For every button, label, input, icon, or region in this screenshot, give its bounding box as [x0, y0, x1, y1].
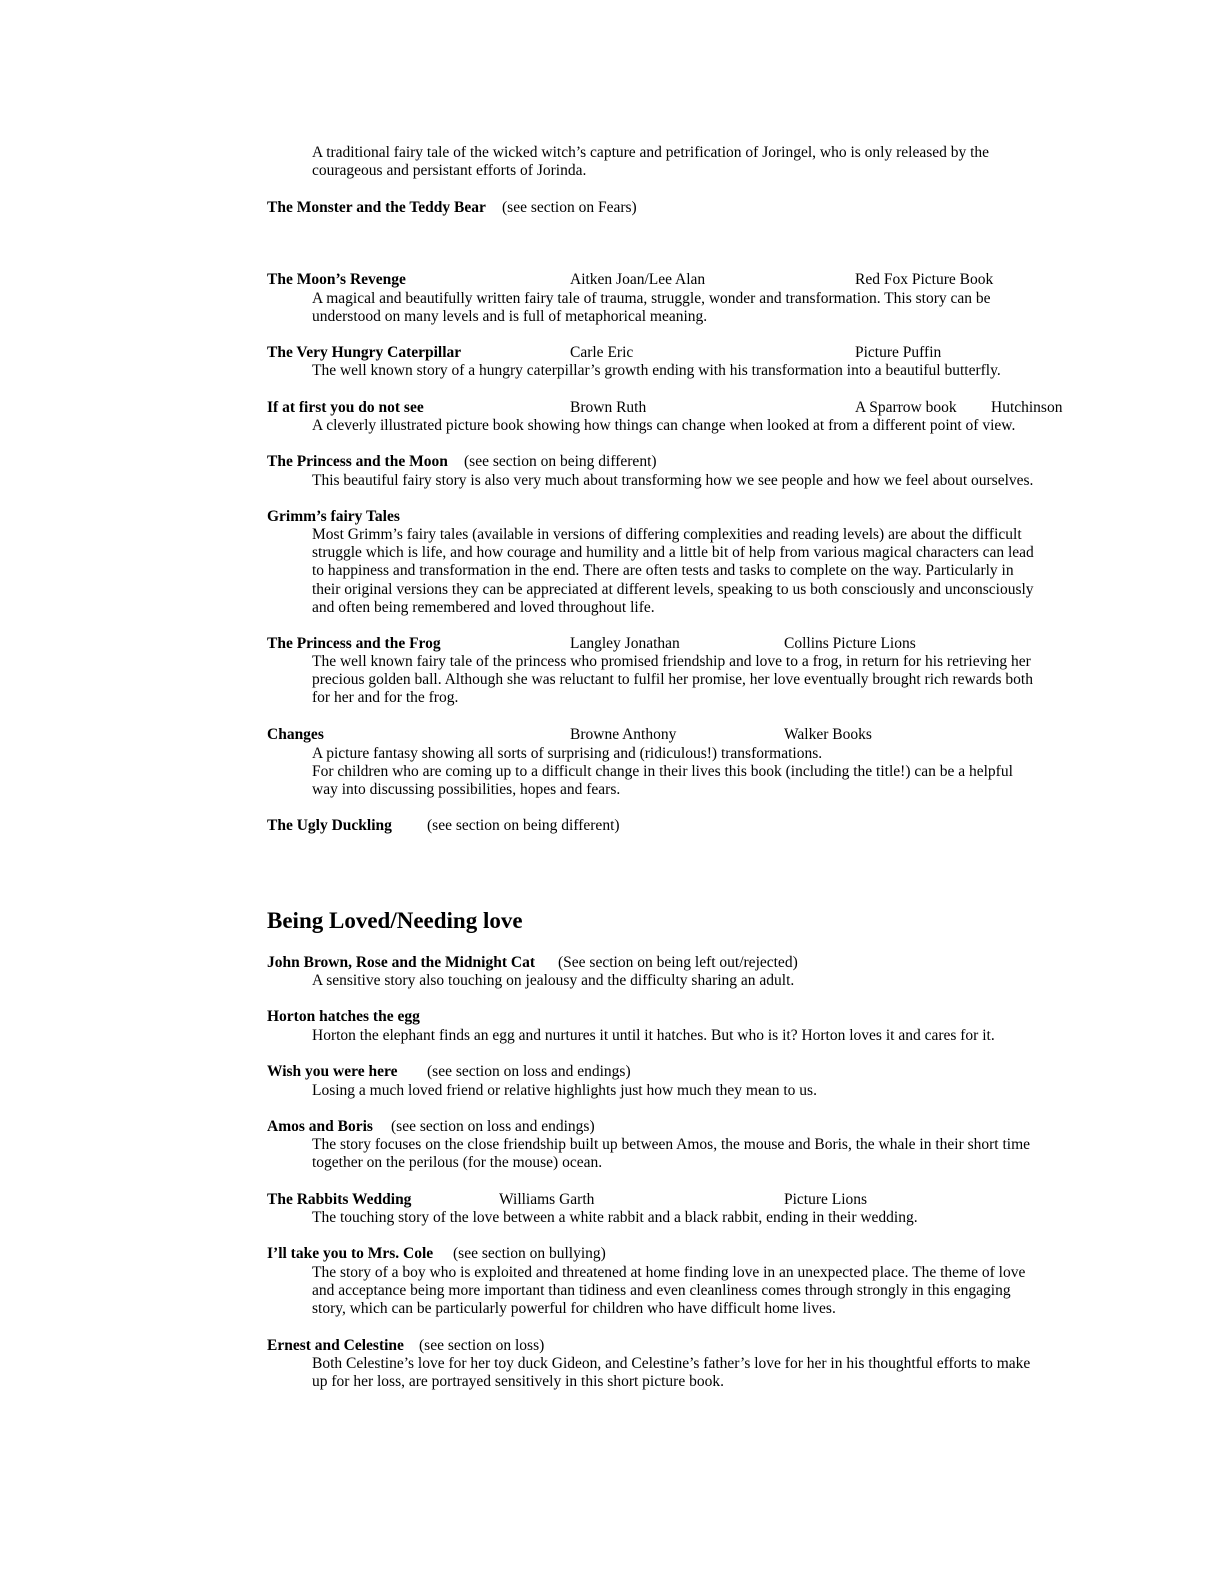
book-title: Changes [267, 726, 324, 743]
book-title: The Ugly Duckling [267, 817, 392, 834]
book-description: This beautiful fairy story is also very much about transforming how we see people and how we feel about ourselves. [312, 472, 1034, 489]
book-title: The Princess and the Moon [267, 453, 448, 470]
cross-reference-note: (see section on bullying) [453, 1245, 606, 1262]
book-description: Most Grimm’s fairy tales (available in versions of differing complexities and reading levels) are about the difficult struggle which is life, and how courage and humility and a little bit of help from various magical characters can lead to happiness and transformation in the end. There are often tests and tasks to complete on the way. Particularly in their original versions they can be appreciated at different levels, speaking to us both consciously and unconsciously and often being remembered and loved throughout life. [312, 526, 1034, 616]
book-description: A sensitive story also touching on jealousy and the difficulty sharing an adult. [312, 972, 795, 989]
cross-reference-note: (see section on loss and endings) [427, 1063, 631, 1080]
book-title: The Moon’s Revenge [267, 271, 406, 288]
book-title: Horton hatches the egg [267, 1008, 420, 1025]
book-description: A picture fantasy showing all sorts of surprising and (ridiculous!) transformations. For children who are coming up to a difficult change in their lives this book (including the title!) can be a helpful way into discussing possibilities, hopes and fears. [312, 745, 1013, 799]
book-title: Amos and Boris [267, 1118, 373, 1135]
book-description: A cleverly illustrated picture book showing how things can change when looked at from a different point of view. [312, 417, 1016, 434]
book-author: Langley Jonathan [570, 635, 680, 652]
book-publisher: Picture Puffin [855, 344, 942, 361]
book-publisher: A Sparrow book [855, 399, 957, 416]
book-title: The Rabbits Wedding [267, 1191, 412, 1208]
cross-reference-note: (see section on loss and endings) [391, 1118, 595, 1135]
book-author: Browne Anthony [570, 726, 677, 743]
book-description: Both Celestine’s love for her toy duck Gideon, and Celestine’s father’s love for her in his thoughtful efforts to make up for her loss, are portrayed sensitively in this short picture book. [312, 1355, 1031, 1391]
section-heading: Being Loved/Needing love [267, 908, 523, 933]
book-publisher: Walker Books [784, 726, 872, 743]
cross-reference-note: (see section on being different) [464, 453, 657, 470]
book-title: The Princess and the Frog [267, 635, 441, 652]
book-description: Losing a much loved friend or relative highlights just how much they mean to us. [312, 1082, 817, 1099]
book-title: Wish you were here [267, 1063, 398, 1080]
cross-reference-note: (See section on being left out/rejected) [558, 954, 798, 971]
book-title: The Very Hungry Caterpillar [267, 344, 462, 361]
book-author: Brown Ruth [570, 399, 647, 416]
book-description: The story focuses on the close friendship built up between Amos, the mouse and Boris, the whale in their short time together on the perilous (for the mouse) ocean. [312, 1136, 1031, 1172]
book-title: John Brown, Rose and the Midnight Cat [267, 954, 535, 971]
book-description: Horton the elephant finds an egg and nurtures it until it hatches. But who is it? Horton loves it and cares for it. [312, 1027, 995, 1044]
book-author: Williams Garth [499, 1191, 595, 1208]
cross-reference-note: (see section on Fears) [502, 199, 637, 216]
book-title: The Monster and the Teddy Bear [267, 199, 486, 216]
book-description: The well known story of a hungry caterpillar’s growth ending with his transformation into a beautiful butterfly. [312, 362, 1001, 379]
intro-paragraph: A traditional fairy tale of the wicked witch’s capture and petrification of Joringel, who is only released by the courageous and persistant efforts of Jorinda. [312, 144, 990, 180]
book-publisher: Red Fox Picture Book [855, 271, 994, 288]
book-publisher: Picture Lions [784, 1191, 868, 1208]
book-title: Ernest and Celestine [267, 1337, 404, 1354]
book-title: I’ll take you to Mrs. Cole [267, 1245, 434, 1262]
book-description: The touching story of the love between a white rabbit and a black rabbit, ending in their wedding. [312, 1209, 918, 1226]
book-author: Carle Eric [570, 344, 634, 361]
book-title: Grimm’s fairy Tales [267, 508, 400, 525]
cross-reference-note: (see section on loss) [419, 1337, 545, 1354]
book-author: Aitken Joan/Lee Alan [570, 271, 706, 288]
book-publisher-secondary: Hutchinson [991, 399, 1063, 416]
book-description: The story of a boy who is exploited and threatened at home finding love in an unexpected place. The theme of love and acceptance being more important than tidiness and even cleanliness comes through strongly in this engaging story, which can be particularly powerful for children who have difficult home lives. [312, 1264, 1026, 1318]
book-description: The well known fairy tale of the princess who promised friendship and love to a frog, in return for his retrieving her precious golden ball. Although she was reluctant to fulfil her promise, her love eventually brought rich rewards both for her and for the frog. [312, 653, 1033, 707]
book-description: A magical and beautifully written fairy tale of trauma, struggle, wonder and transformation. This story can be understood on many levels and is full of metaphorical meaning. [312, 290, 991, 326]
book-publisher: Collins Picture Lions [784, 635, 916, 652]
cross-reference-note: (see section on being different) [427, 817, 620, 834]
book-title: If at first you do not see [267, 399, 424, 416]
